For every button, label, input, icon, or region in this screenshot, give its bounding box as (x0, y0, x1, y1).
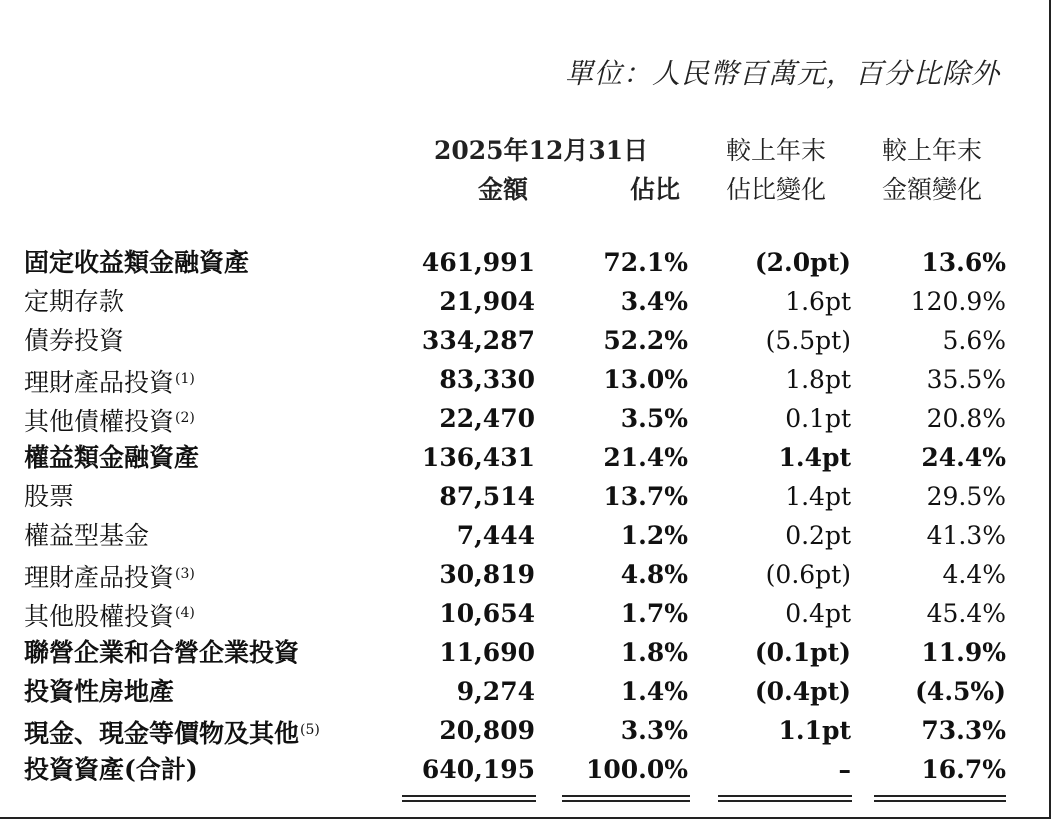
share-change-cell: 1.1pt (778, 716, 851, 745)
row-label-text: 其他股權投資 (24, 602, 175, 631)
amount-change-cell: 41.3% (926, 521, 1006, 550)
header-share: 佔比 (630, 175, 681, 204)
share-cell: 72.1% (603, 248, 688, 277)
amount-cell: 20,809 (439, 716, 535, 745)
total-underline-amount (402, 795, 536, 802)
amount-cell: 334,287 (421, 326, 535, 355)
share-cell: 3.5% (620, 404, 688, 433)
amount-change-cell: 13.6% (921, 248, 1006, 277)
table-row (0, 672, 1058, 711)
row-label (24, 438, 199, 477)
row-label-text: 投資性房地產 (24, 677, 175, 706)
amount-cell: 83,330 (439, 365, 535, 394)
share-cell: 3.3% (620, 716, 688, 745)
share-change-cell: 0.4pt (785, 599, 851, 628)
row-label-text: 投資資產(合計) (24, 755, 198, 784)
amount-change-cell: 24.4% (921, 443, 1006, 472)
amount-change-cell: 35.5% (926, 365, 1006, 394)
row-label-text: 股票 (24, 482, 75, 511)
investment-asset-table (0, 243, 1058, 789)
share-cell: 1.4% (620, 677, 688, 706)
share-change-cell: 0.1pt (785, 404, 851, 433)
row-label (24, 243, 249, 282)
share-change-cell: 1.4pt (778, 443, 851, 472)
footnote-marker: (2) (175, 410, 195, 426)
unit-note: 單位：人民幣百萬元，百分比除外 (564, 57, 1000, 90)
table-row (0, 711, 1058, 750)
amount-cell: 10,654 (439, 599, 535, 628)
table-row (0, 243, 1058, 282)
row-label-text: 現金、現金等價物及其他 (24, 719, 300, 748)
share-change-cell: (2.0pt) (754, 248, 851, 277)
header-amount: 金額 (478, 175, 529, 204)
row-label (24, 399, 195, 438)
header-amount-change-line1: 較上年末 (882, 136, 983, 165)
amount-cell: 21,904 (439, 287, 535, 316)
table-row (0, 321, 1058, 360)
amount-change-cell: 4.4% (942, 560, 1006, 589)
share-change-cell: (0.1pt) (754, 638, 851, 667)
table-row (0, 399, 1058, 438)
row-label (24, 477, 74, 516)
row-label-text: 權益型基金 (24, 521, 150, 550)
row-label-text: 聯營企業和合營企業投資 (24, 638, 300, 667)
header-amount-change-line2: 金額變化 (882, 175, 983, 204)
total-underline-share (562, 795, 690, 802)
share-change-cell: (0.4pt) (754, 677, 851, 706)
footnote-marker: (4) (175, 605, 195, 621)
amount-cell: 9,274 (456, 677, 535, 706)
share-change-cell: (0.6pt) (765, 560, 851, 589)
row-label (24, 555, 195, 594)
share-change-cell: 1.8pt (785, 365, 851, 394)
row-label (24, 672, 174, 711)
table-row (0, 282, 1058, 321)
total-underline-amount-change (874, 795, 1006, 802)
amount-cell: 461,991 (421, 248, 535, 277)
table-row (0, 555, 1058, 594)
row-label-text: 理財產品投資 (24, 368, 175, 397)
row-label-text: 定期存款 (24, 287, 125, 316)
amount-cell: 640,195 (421, 755, 535, 784)
row-label (24, 516, 149, 555)
table-row (0, 477, 1058, 516)
table-row (0, 438, 1058, 477)
table-row-total (0, 750, 1058, 789)
row-label (24, 711, 320, 750)
share-cell: 21.4% (603, 443, 688, 472)
amount-change-cell: 5.6% (942, 326, 1006, 355)
row-label (24, 633, 299, 672)
amount-cell: 30,819 (439, 560, 535, 589)
amount-cell: 136,431 (421, 443, 535, 472)
footnote-marker: (3) (175, 566, 195, 582)
header-date: 2025年12月31日 (434, 136, 649, 165)
row-label (24, 750, 198, 789)
amount-change-cell: 29.5% (926, 482, 1006, 511)
share-cell: 3.4% (620, 287, 688, 316)
amount-change-cell: 16.7% (921, 755, 1006, 784)
row-label-text: 其他債權投資 (24, 407, 175, 436)
share-cell: 1.8% (620, 638, 688, 667)
share-change-cell: 1.6pt (785, 287, 851, 316)
header-share-change-line1: 較上年末 (726, 136, 827, 165)
amount-cell: 22,470 (439, 404, 535, 433)
table-row (0, 360, 1058, 399)
total-underline-share-change (718, 795, 852, 802)
table-row (0, 516, 1058, 555)
row-label (24, 321, 124, 360)
table-row (0, 633, 1058, 672)
share-cell: 13.0% (603, 365, 688, 394)
amount-cell: 11,690 (439, 638, 535, 667)
share-cell: 52.2% (603, 326, 688, 355)
amount-change-cell: (4.5%) (915, 677, 1006, 706)
header-share-change-line2: 佔比變化 (726, 175, 827, 204)
amount-change-cell: 45.4% (926, 599, 1006, 628)
row-label (24, 594, 195, 633)
amount-change-cell: 20.8% (926, 404, 1006, 433)
row-label (24, 282, 124, 321)
row-label (24, 360, 195, 399)
share-change-cell: – (838, 755, 851, 784)
share-cell: 4.8% (620, 560, 688, 589)
row-label-text: 權益類金融資產 (24, 443, 200, 472)
share-cell: 1.2% (620, 521, 688, 550)
share-change-cell: (5.5pt) (765, 326, 851, 355)
amount-change-cell: 120.9% (910, 287, 1006, 316)
amount-change-cell: 73.3% (921, 716, 1006, 745)
amount-cell: 87,514 (439, 482, 535, 511)
share-cell: 13.7% (603, 482, 688, 511)
footnote-marker: (1) (175, 371, 195, 387)
share-cell: 100.0% (585, 755, 688, 784)
share-change-cell: 1.4pt (785, 482, 851, 511)
share-change-cell: 0.2pt (785, 521, 851, 550)
row-label-text: 債券投資 (24, 326, 125, 355)
amount-change-cell: 11.9% (921, 638, 1006, 667)
row-label-text: 固定收益類金融資產 (24, 248, 250, 277)
table-row (0, 594, 1058, 633)
amount-cell: 7,444 (456, 521, 535, 550)
footnote-marker: (5) (300, 722, 320, 738)
share-cell: 1.7% (620, 599, 688, 628)
row-label-text: 理財產品投資 (24, 563, 175, 592)
